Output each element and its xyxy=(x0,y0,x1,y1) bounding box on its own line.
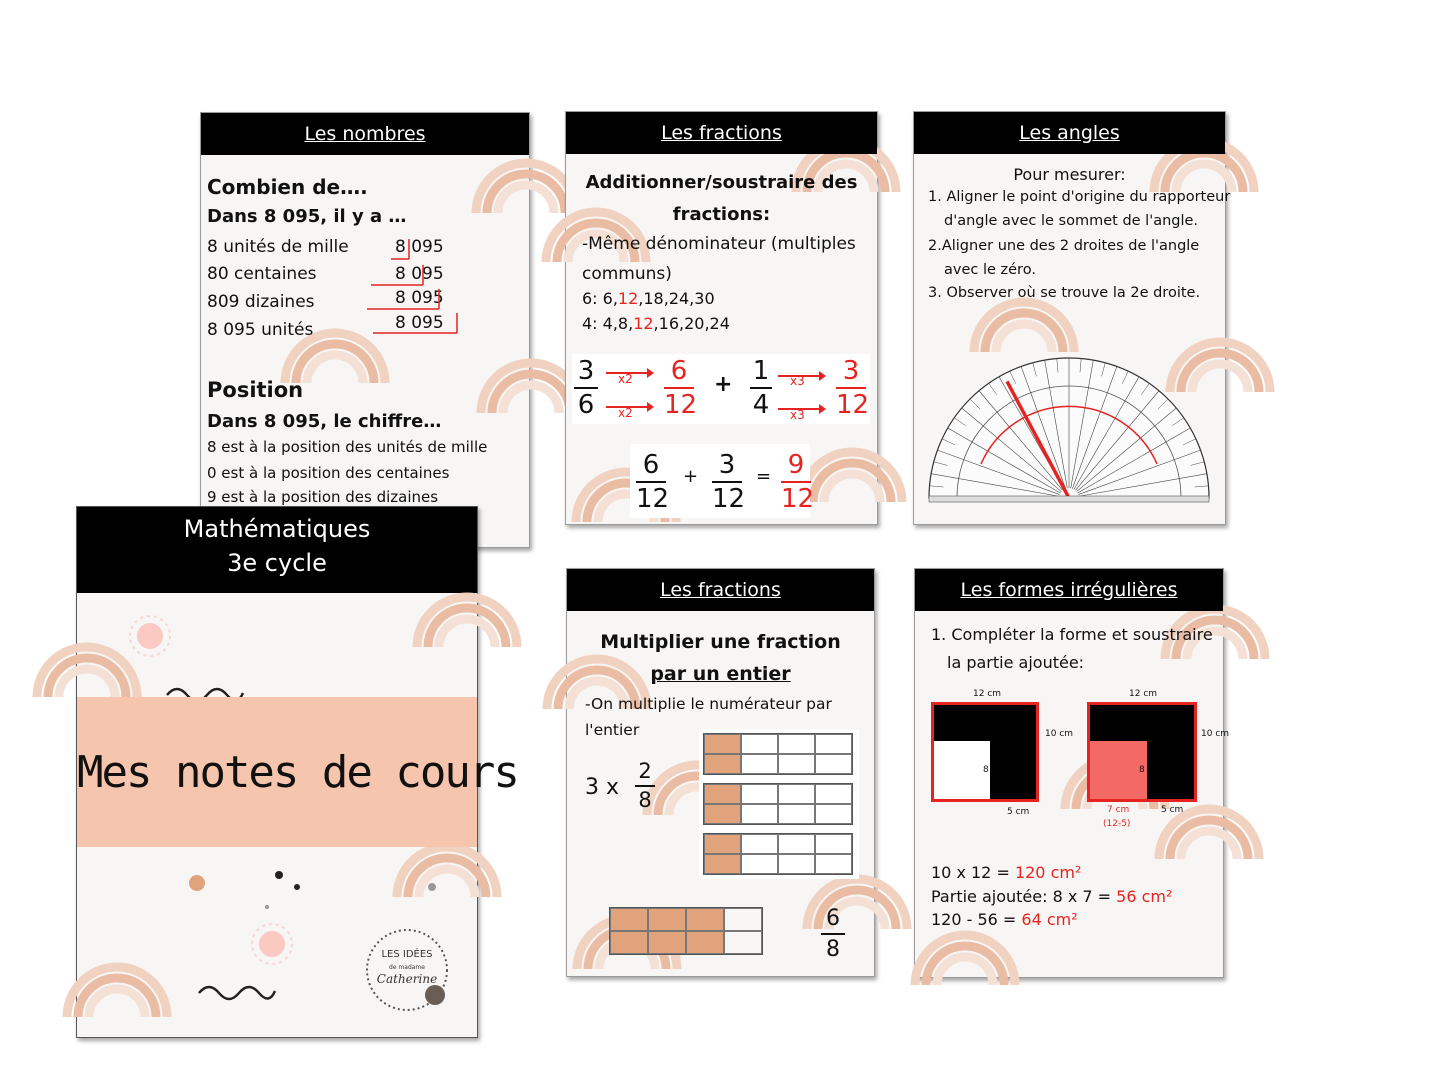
dim-label: 8 xyxy=(983,765,989,775)
sun-decoration xyxy=(125,611,175,661)
shape-fill xyxy=(990,705,1036,799)
dim-label: 12 cm xyxy=(1129,689,1158,699)
combien-heading: Combien de…. xyxy=(207,175,368,199)
card-les-angles[interactable] xyxy=(913,111,1231,525)
measure-step: 2.Aligner une des 2 droites de l'angle xyxy=(928,238,1200,254)
fraction-3-12: 3 12 xyxy=(836,356,870,420)
forme-step: la partie ajoutée: xyxy=(947,653,1085,672)
row-label: 8 unités de mille xyxy=(207,237,349,257)
dim-label: 8 xyxy=(1139,765,1145,775)
cover-title: Mes notes de cours xyxy=(77,747,518,798)
add-title-line1: Additionner/soustraire des xyxy=(585,172,858,193)
row-value: 8 095 xyxy=(395,288,444,308)
cover-cycle: 3e cycle xyxy=(227,549,327,577)
fraction-bar-model xyxy=(703,783,853,825)
fraction-1-4: 1 4 xyxy=(750,356,772,420)
mult-expression: 3 x xyxy=(585,775,620,800)
result-bar-model xyxy=(609,907,763,955)
mult-rule-line1: -On multiplie le numérateur par xyxy=(585,695,832,713)
row-label: 80 centaines xyxy=(207,264,317,284)
card-header: Les nombres xyxy=(201,113,529,155)
mult-title-line2: par un entier xyxy=(650,663,791,685)
fraction-6-12: 6 12 xyxy=(664,356,698,420)
label-x3: x3 xyxy=(790,408,805,422)
area-calc: 10 x 12 = 120 cm² xyxy=(931,863,1082,882)
card-les-nombres[interactable] xyxy=(200,112,530,548)
shape-fill xyxy=(1147,705,1194,799)
svg-text:Catherine: Catherine xyxy=(376,972,438,986)
plus-sign: + xyxy=(683,466,699,487)
fraction-bar-model xyxy=(703,733,853,775)
plus-sign: + xyxy=(714,372,733,397)
denominator-rule-line1: -Même dénominateur (multiples xyxy=(582,234,856,254)
dim-label: 5 cm xyxy=(1161,805,1184,815)
protractor-diagram xyxy=(924,352,1214,518)
position-line: 9 est à la position des dizaines xyxy=(207,488,439,506)
card-fractions-multiplication[interactable] xyxy=(566,568,875,977)
add-title-line2: fractions: xyxy=(672,204,771,225)
fraction-bar-model xyxy=(703,833,853,875)
card-formes-irregulieres[interactable] xyxy=(914,568,1230,978)
card-header: Les formes irrégulières xyxy=(915,569,1223,611)
row-value: 8 095 xyxy=(395,237,444,257)
dim-label: 12 cm xyxy=(973,689,1002,699)
rainbow-decoration xyxy=(802,442,912,512)
area-calc: 120 - 56 = 64 cm² xyxy=(931,910,1078,929)
rainbow-decoration xyxy=(67,957,177,1027)
dim-label: (12-5) xyxy=(1103,819,1131,829)
row-value: 8 095 xyxy=(395,313,444,333)
result-fraction-6-12: 6 12 xyxy=(636,450,670,514)
position-heading: Position xyxy=(207,378,304,402)
label-x2: x2 xyxy=(618,372,633,386)
card-header: Les fractions xyxy=(567,569,874,611)
measure-step: d'angle avec le sommet de l'angle. xyxy=(944,213,1199,229)
mult-title-line1: Multiplier une fraction xyxy=(600,631,841,653)
cover-subject: Mathématiques xyxy=(183,515,371,543)
cover-header xyxy=(77,507,477,593)
place-value-markers xyxy=(361,233,471,343)
area-calc: Partie ajoutée: 8 x 7 = 56 cm² xyxy=(931,887,1173,906)
dim-label: 10 cm xyxy=(1045,729,1074,739)
label-x3: x3 xyxy=(790,374,805,388)
svg-text:LES IDÉES: LES IDÉES xyxy=(381,949,433,960)
measure-step: avec le zéro. xyxy=(944,262,1036,278)
rainbow-decoration xyxy=(397,837,507,907)
dim-label: 5 cm xyxy=(1007,807,1030,817)
svg-text:de madame: de madame xyxy=(389,964,425,971)
mult-rule-line2: l'entier xyxy=(585,721,640,739)
measure-step: 3. Observer où se trouve la 2e droite. xyxy=(928,285,1201,301)
dans2-heading: Dans 8 095, le chiffre… xyxy=(207,411,442,432)
cover-card[interactable] xyxy=(76,506,518,1038)
dim-label: 7 cm xyxy=(1107,805,1130,815)
result-fraction-9-12: 9 12 xyxy=(781,450,815,514)
row-label: 8 095 unités xyxy=(207,320,314,340)
forme-step: 1. Compléter la forme et soustraire xyxy=(931,625,1213,644)
row-label: 809 dizaines xyxy=(207,292,315,312)
rainbow-decoration xyxy=(417,587,527,657)
card-header: Les angles xyxy=(914,112,1225,154)
position-line: 0 est à la position des centaines xyxy=(207,464,450,482)
rainbow-decoration xyxy=(915,925,1025,995)
row-value: 8 095 xyxy=(395,264,444,284)
label-x2: x2 xyxy=(618,406,633,420)
card-header: Les fractions xyxy=(566,112,877,154)
card-fractions-addition[interactable] xyxy=(565,111,878,525)
equals-sign: = xyxy=(756,466,772,487)
result-fraction-3-12: 3 12 xyxy=(712,450,746,514)
position-line: 8 est à la position des unités de mille xyxy=(207,438,488,456)
squiggle-decoration xyxy=(197,981,277,1001)
multiples-of-6: 6: 6,12,18,24,30 xyxy=(582,289,715,308)
denominator-rule-line2: communs) xyxy=(582,264,672,284)
fraction-3-6: 3 6 xyxy=(574,356,598,420)
dim-label: 10 cm xyxy=(1201,729,1230,739)
dans-heading: Dans 8 095, il y a … xyxy=(207,206,407,227)
fraction-2-8: 2 8 xyxy=(635,759,655,813)
measure-step: 1. Aligner le point d'origine du rapporteur xyxy=(928,189,1231,205)
logo-seal xyxy=(359,925,455,1015)
measure-title: Pour mesurer: xyxy=(1013,165,1126,184)
multiples-of-4: 4: 4,8,12,16,20,24 xyxy=(582,314,730,333)
dot-decoration xyxy=(187,867,317,937)
result-fraction-6-8: 6 8 xyxy=(821,905,845,963)
